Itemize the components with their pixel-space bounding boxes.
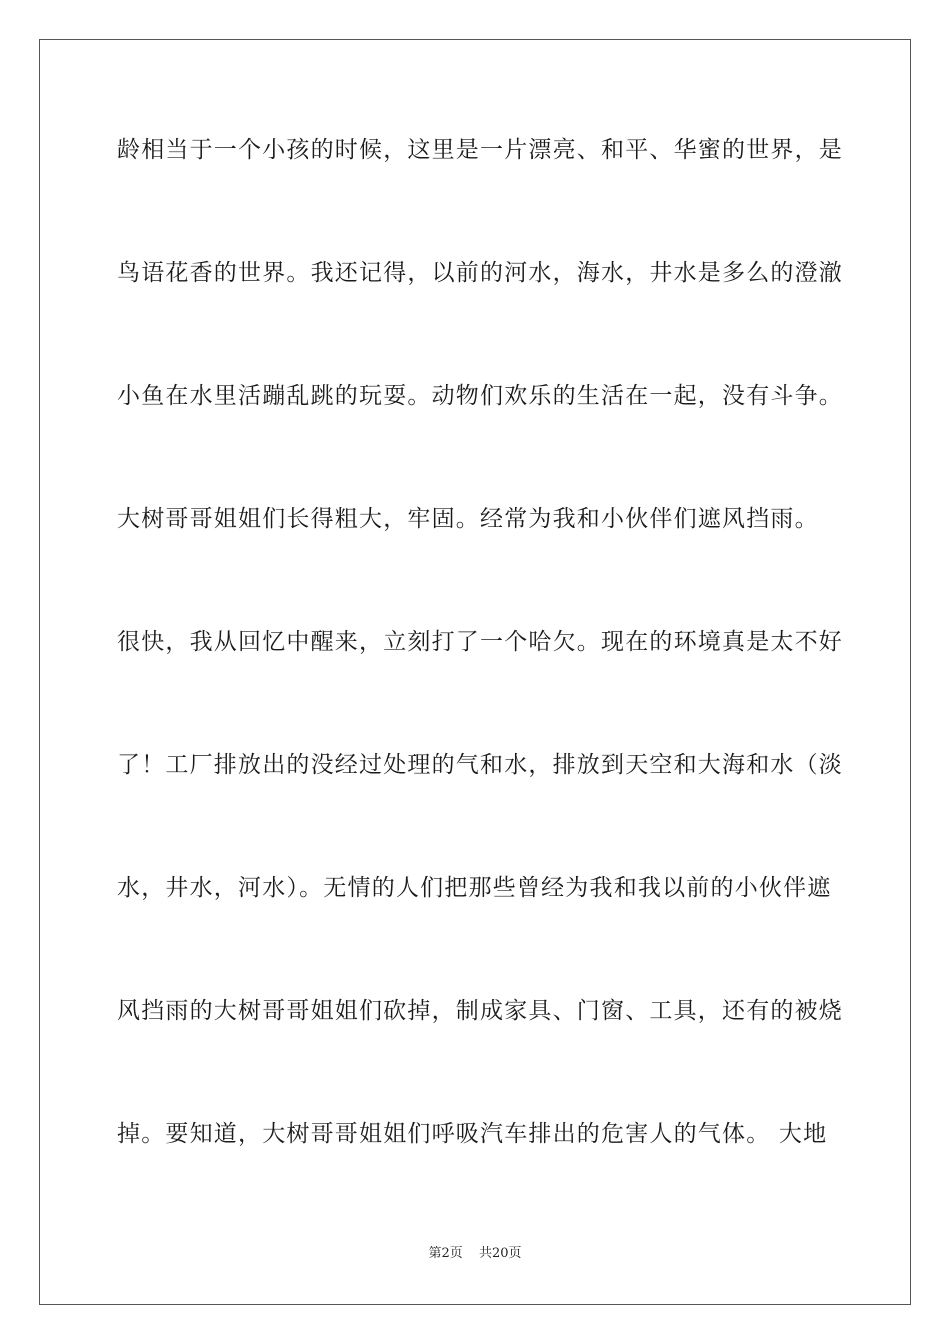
- text-line-6: 了！工厂排放出的没经过处理的气和水，排放到天空和大海和水（淡: [117, 752, 843, 778]
- text-line-2: 鸟语花香的世界。我还记得，以前的河水，海水，井水是多么的澄澈: [117, 260, 843, 286]
- text-line-3: 小鱼在水里活蹦乱跳的玩耍。动物们欢乐的生活在一起，没有斗争。: [117, 383, 843, 409]
- page-number-total: 共20页: [478, 1246, 522, 1261]
- text-line-7: 水，井水，河水）。无情的人们把那些曾经为我和我以前的小伙伴遮: [117, 875, 832, 901]
- document-body: [117, 124, 843, 1231]
- text-line-8: 风挡雨的大树哥哥姐姐们砍掉，制成家具、门窗、工具，还有的被烧: [117, 998, 843, 1024]
- text-line-9: 掉。要知道，大树哥哥姐姐们呼吸汽车排出的危害人的气体。 大地: [117, 1121, 828, 1147]
- text-line-5: 很快，我从回忆中醒来，立刻打了一个哈欠。现在的环境真是太不好: [117, 629, 843, 655]
- text-line-1: 龄相当于一个小孩的时候，这里是一片漂亮、和平、华蜜的世界，是: [117, 137, 843, 163]
- page-number-current: 第2页: [428, 1246, 463, 1261]
- page-footer: [0, 1245, 950, 1263]
- text-line-4: 大树哥哥姐姐们长得粗大，牢固。经常为我和小伙伴们遮风挡雨。: [117, 506, 819, 532]
